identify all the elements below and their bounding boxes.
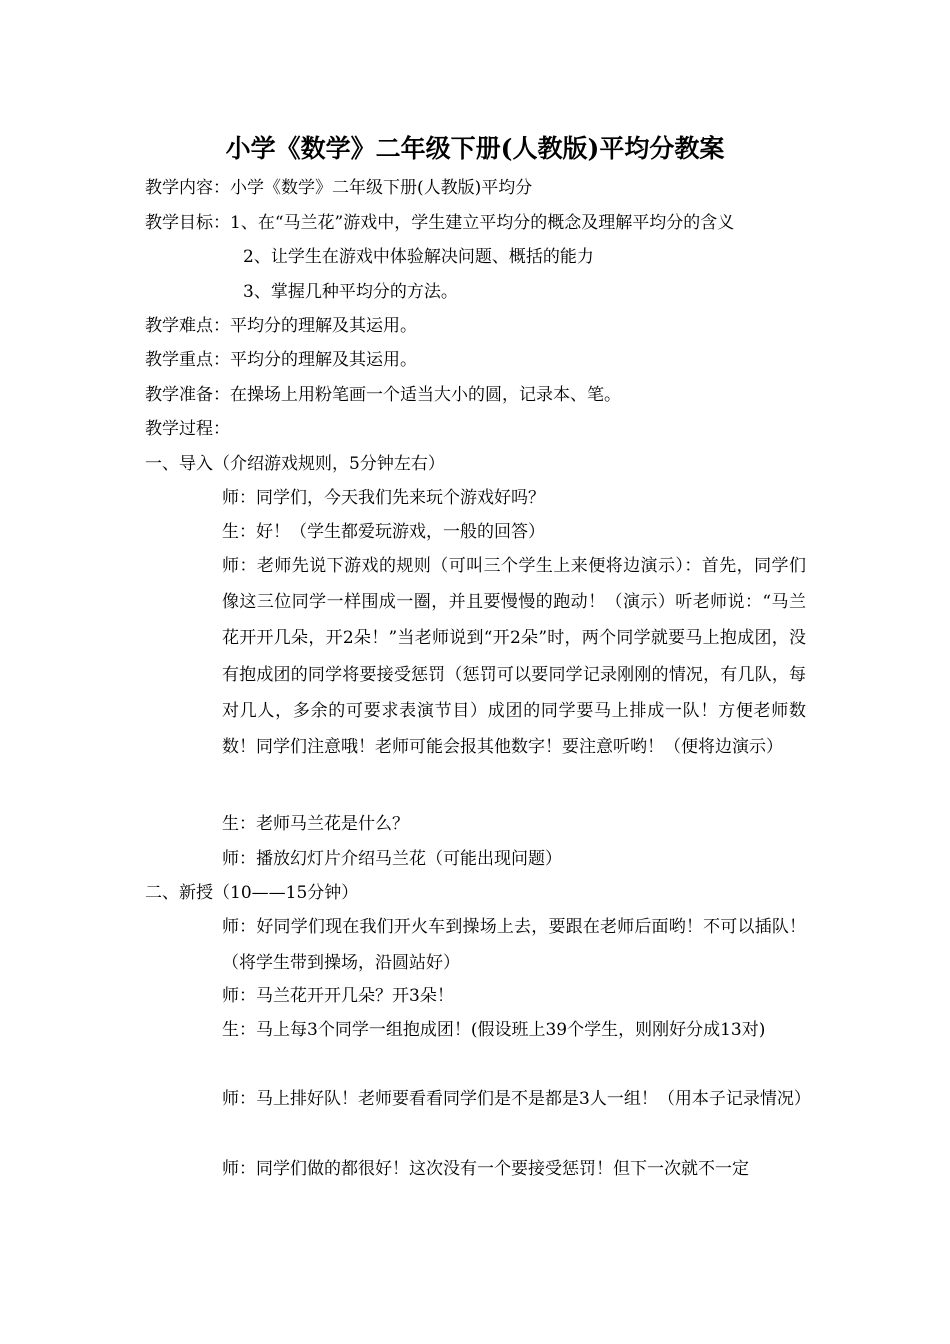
teaching-goal-2: 2、让学生在游戏中体验解决问题、概括的能力 (243, 247, 594, 267)
dialogue-line: 师：马兰花开开几朵？开3朵！ (222, 986, 454, 1006)
game-rules-paragraph: 师：老师先说下游戏的规则（可叫三个学生上来便将边演示）：首先，同学们像这三位同学一样围成一圈，并且要慢慢的跑动！（演示）听老师说：“马兰花开开几朵，开2朵！”当老师说到“开2朵”时，两个同学就要马上抱成团，没有抱成团的同学将要接受惩罚（惩罚可以要同学记录刚刚的情况，有几队，每对几人，多余的可要求表演节目）成团的同学要马上排成一队！方便老师数数！同学们注意哦！老师可能会报其他数字！要注意听哟！（便将边演示） (222, 556, 806, 758)
dialogue-paragraph: 师：好同学们现在我们开火车到操场上去，要跟在老师后面哟！不可以插队！（将学生带到操场，沿圆站好） (222, 917, 806, 974)
dialogue-paragraph: 生：马上每3个同学一组抱成团！(假设班上39个学生，则刚好分成13对) (222, 1020, 766, 1040)
dialogue-paragraph: 师：马上排好队！老师要看看同学们是不是都是3人一组！（用本子记录情况） (222, 1089, 811, 1109)
teaching-content: 教学内容：小学《数学》二年级下册(人教版)平均分 (145, 178, 533, 198)
teaching-preparation: 教学准备：在操场上用粉笔画一个适当大小的圆，记录本、笔。 (145, 385, 621, 405)
teaching-goal-3: 3、掌握几种平均分的方法。 (243, 282, 458, 302)
teaching-process-label: 教学过程： (145, 419, 230, 439)
dialogue-line: 师：播放幻灯片介绍马兰花（可能出现问题） (222, 849, 562, 869)
teaching-goal-1: 教学目标：1、在“马兰花”游戏中，学生建立平均分的概念及理解平均分的含义 (145, 213, 735, 233)
section-heading-new-lesson: 二、新授（10——15分钟） (145, 883, 359, 903)
teaching-difficulty: 教学难点：平均分的理解及其运用。 (145, 316, 417, 336)
dialogue-line: 师：同学们，今天我们先来玩个游戏好吗？ (222, 488, 545, 508)
teaching-focus: 教学重点：平均分的理解及其运用。 (145, 350, 417, 370)
document-title: 小学《数学》二年级下册(人教版)平均分教案 (225, 134, 725, 163)
section-heading-intro: 一、导入（介绍游戏规则，5分钟左右） (145, 454, 445, 474)
dialogue-paragraph: 师：同学们做的都很好！这次没有一个要接受惩罚！但下一次就不一定 (222, 1159, 749, 1179)
dialogue-line: 生：老师马兰花是什么？ (222, 814, 409, 834)
dialogue-line: 生：好！（学生都爱玩游戏，一般的回答） (222, 522, 545, 542)
